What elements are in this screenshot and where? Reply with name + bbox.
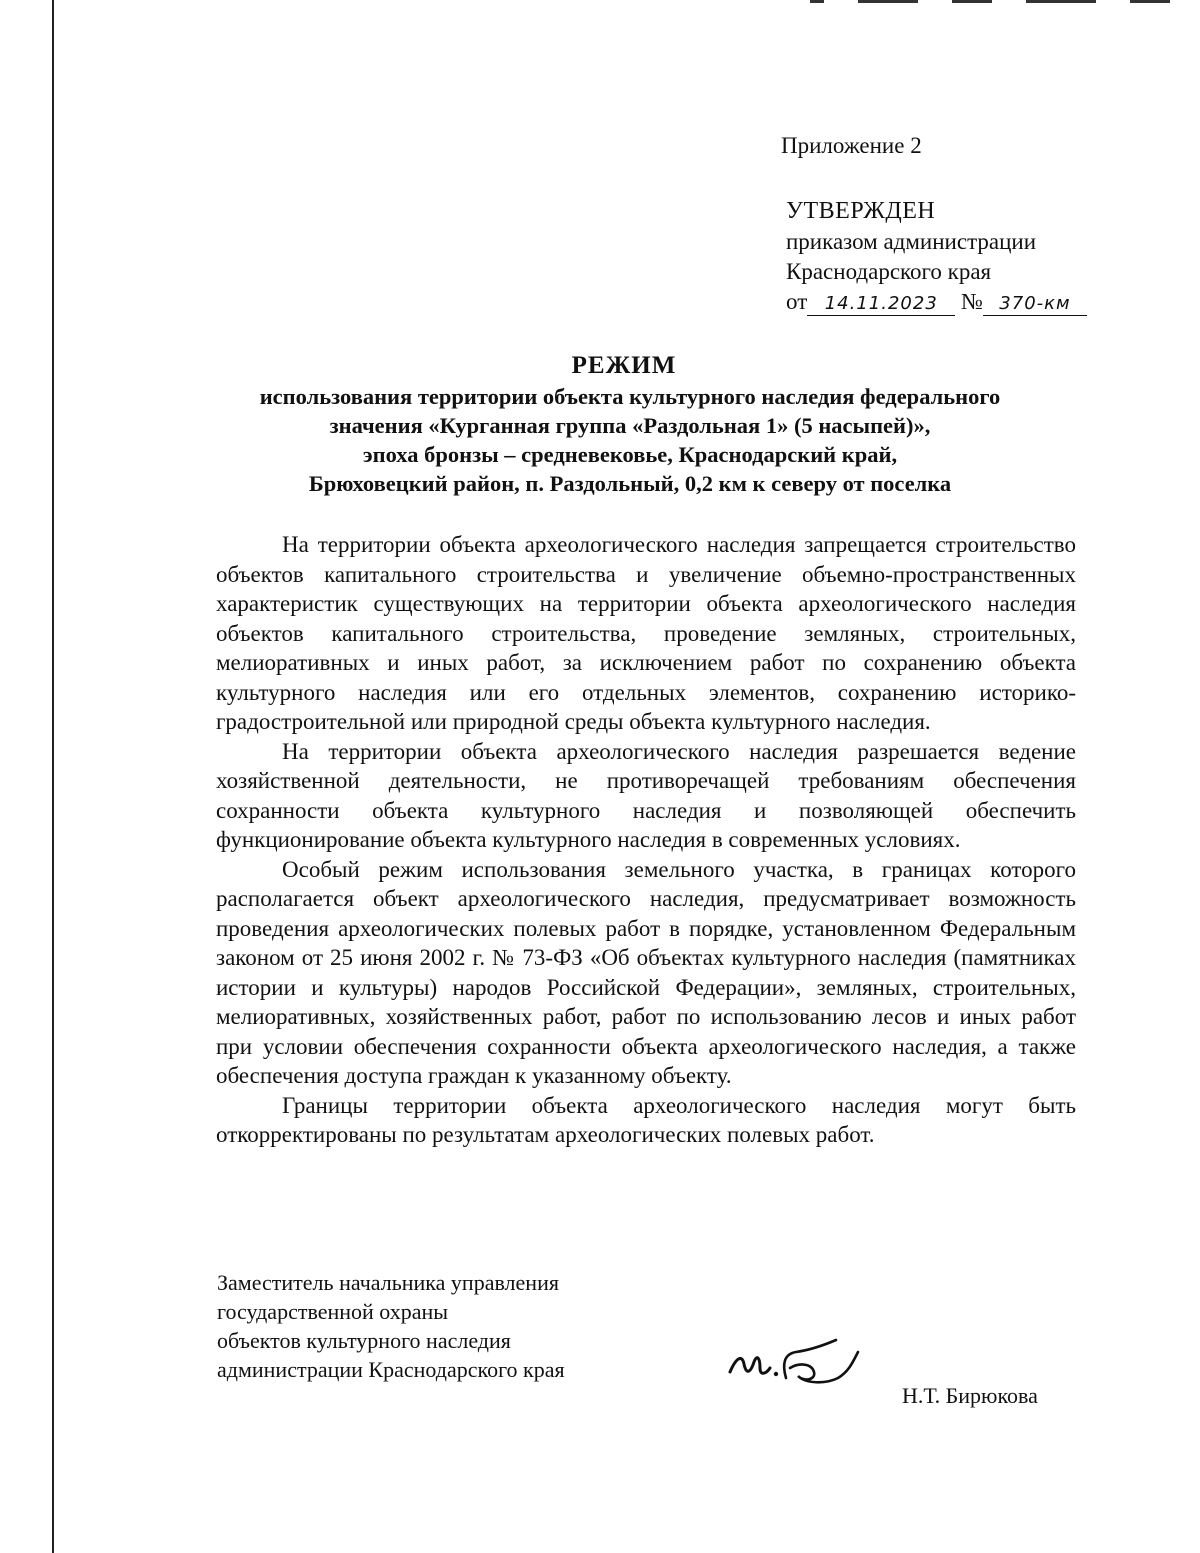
subtitle-line-2: значения «Курганная группа «Раздольная 1» (5 насыпей)»,: [329, 413, 931, 438]
appendix-label: Приложение 2: [781, 133, 922, 158]
order-from-prefix: от: [786, 289, 808, 314]
document-title: РЕЖИМ: [571, 352, 677, 379]
scan-left-border: [52, 0, 54, 1553]
order-number-sign: №: [961, 289, 983, 314]
paragraph-prohibitions: На территории объекта археологического наследия запрещается строительство объектов капитального строительства и увеличение объемно-пространственных характеристик существующих на территории объекта археологического наследия объектов капитального строительства, проведение земляных, строительных, мелиоративных и иных работ, за исключением работ по сохранению объекта культурного наследия или его отдельных элементов, сохранению историко-градостроительной или природной среды объекта культурного наследия.: [216, 532, 1076, 734]
position-line-4: администрации Краснодарского края: [217, 1357, 565, 1382]
position-line-2: государственной охраны: [217, 1299, 449, 1324]
signatory-name: Н.Т. Бирюкова: [902, 1383, 1038, 1408]
order-line: [786, 287, 1087, 317]
position-line-1: Заместитель начальника управления: [217, 1270, 559, 1295]
approval-line-2: Краснодарского края: [786, 259, 992, 284]
handwritten-signature: [726, 1328, 886, 1388]
order-number: 370-км: [983, 293, 1087, 316]
document-subtitle: [0, 382, 1200, 498]
scan-top-marks: [810, 0, 1170, 4]
approval-caption: УТВЕРЖДЕН: [786, 198, 936, 224]
subtitle-line-4: Брюховецкий район, п. Раздольный, 0,2 км к северу от поселка: [308, 471, 952, 496]
paragraph-boundaries: Границы территории объекта археологического наследия могут быть откорректированы по результатам археологических полевых работ.: [216, 1092, 1076, 1147]
position-line-3: объектов культурного наследия: [217, 1328, 511, 1353]
subtitle-line-3: эпоха бронзы – средневековье, Краснодарский край,: [362, 442, 898, 467]
approval-stamp: [786, 196, 1087, 317]
approval-line-1: приказом администрации: [786, 229, 1037, 254]
paragraph-permissions: На территории объекта археологического наследия разрешается ведение хозяйственной деятельности, не противоречащей требованиям обеспечения сохранности объекта культурного наследия и позволяющей обеспечить функционирование объекта культурного наследия в современных условиях.: [216, 738, 1076, 852]
document-body: [216, 530, 1076, 1150]
paragraph-special-regime: Особый режим использования земельного участка, в границах которого располагается объект археологического наследия, предусматривает возможность проведения археологических полевых работ в порядке, установленном Федеральным законом от 25 июня 2002 г. № 73-ФЗ «Об объектах культурного наследия (памятниках истории и культуры) народов Российской Федерации», земляных, строительных, мелиоративных, хозяйственных работ, работ по использованию лесов и иных работ при условии обеспечения сохранности объекта археологического наследия, а также обеспечения доступа граждан к указанному объекту.: [216, 856, 1076, 1088]
signatory-position: [217, 1268, 565, 1384]
subtitle-line-1: использования территории объекта культурного наследия федерального: [259, 384, 1001, 409]
order-date: 14.11.2023: [807, 293, 955, 316]
